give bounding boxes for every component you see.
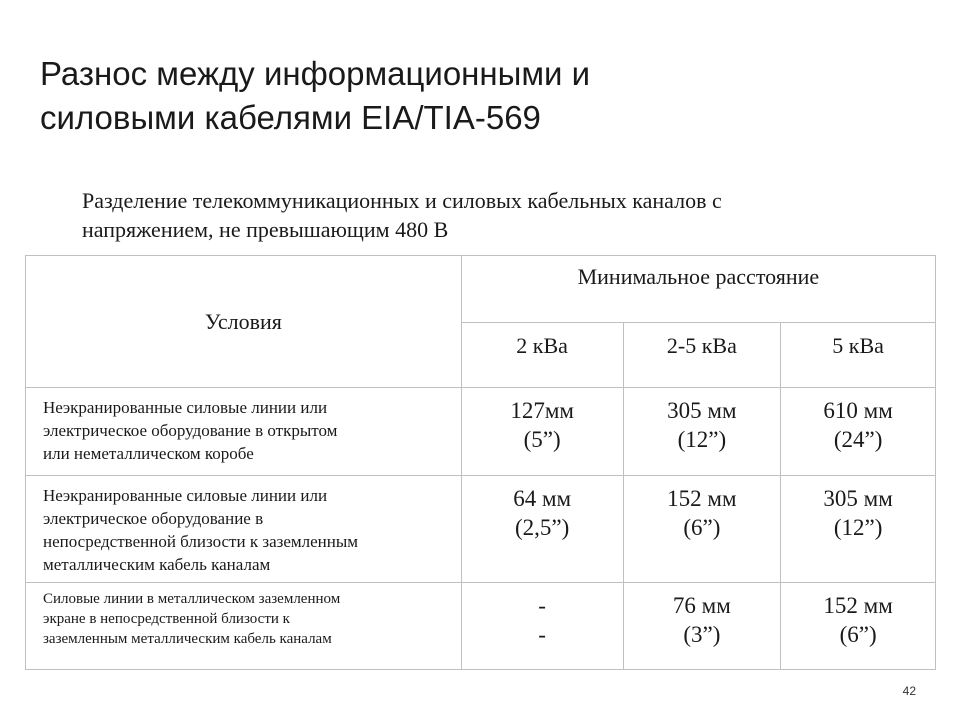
slide-subtitle	[82, 186, 902, 244]
distance-inch: (3”)	[683, 622, 721, 647]
condition-line: Неэкранированные силовые линии или	[43, 398, 328, 417]
distance-inch: (12”)	[677, 427, 727, 452]
distance-inch: (6”)	[683, 515, 721, 540]
condition-line: или неметаллическом коробе	[43, 444, 254, 463]
table-row	[26, 388, 936, 476]
header-power-2-5kva: 2-5 кВа	[623, 323, 781, 388]
value-cell-2-5kva	[623, 583, 781, 670]
subtitle-line-2: напряжением, не превышающим 480 В	[82, 217, 449, 242]
condition-line: электрическое оборудование в открытом	[43, 421, 338, 440]
distance-mm: 305 мм	[823, 486, 893, 511]
distance-inch: (2,5”)	[514, 515, 570, 540]
header-min-distance: Минимальное расстояние	[461, 256, 935, 323]
condition-line: металлическим кабель каналам	[43, 555, 271, 574]
condition-line: экране в непосредственной близости к	[43, 611, 290, 627]
value-cell-2kva	[461, 583, 623, 670]
value-cell-5kva	[781, 388, 936, 476]
header-row-top	[26, 256, 936, 323]
value-cell-5kva	[781, 583, 936, 670]
distance-mm: 76 мм	[672, 593, 731, 618]
distance-mm: 64 мм	[513, 486, 572, 511]
condition-cell	[26, 583, 462, 670]
page-number: 42	[902, 684, 916, 698]
distance-mm: -	[538, 593, 546, 618]
table-row	[26, 476, 936, 583]
distance-inch: (12”)	[833, 515, 883, 540]
distance-mm: 610 мм	[823, 398, 893, 423]
distance-mm: 152 мм	[823, 593, 893, 618]
slide-title	[40, 52, 900, 140]
header-power-2kva: 2 кВа	[461, 323, 623, 388]
distance-mm: 152 мм	[667, 486, 737, 511]
value-cell-2kva	[461, 476, 623, 583]
distance-inch: -	[538, 622, 546, 647]
distance-mm: 127мм	[510, 398, 574, 423]
distance-inch: (24”)	[833, 427, 883, 452]
slide-title-line-2: силовыми кабелями EIA/TIA-569	[40, 99, 541, 136]
condition-line: непосредственной близости к заземленным	[43, 532, 359, 551]
value-cell-2kva	[461, 388, 623, 476]
subtitle-line-1: Разделение телекоммуникационных и силовых кабельных каналов с	[82, 188, 722, 213]
distance-inch: (5”)	[523, 427, 561, 452]
condition-cell	[26, 476, 462, 583]
condition-line: электрическое оборудование в	[43, 509, 264, 528]
cable-spacing-table	[25, 255, 936, 670]
condition-line: Неэкранированные силовые линии или	[43, 486, 328, 505]
header-power-5kva: 5 кВа	[781, 323, 936, 388]
value-cell-5kva	[781, 476, 936, 583]
distance-inch: (6”)	[839, 622, 877, 647]
distance-mm: 305 мм	[667, 398, 737, 423]
table-row	[26, 583, 936, 670]
header-conditions: Условия	[26, 256, 462, 388]
condition-line: заземленным металлическим кабель каналам	[43, 631, 332, 647]
condition-line: Силовые линии в металлическом заземленном	[43, 591, 341, 607]
slide-title-line-1: Разнос между информационными и	[40, 55, 591, 92]
value-cell-2-5kva	[623, 476, 781, 583]
value-cell-2-5kva	[623, 388, 781, 476]
condition-cell	[26, 388, 462, 476]
